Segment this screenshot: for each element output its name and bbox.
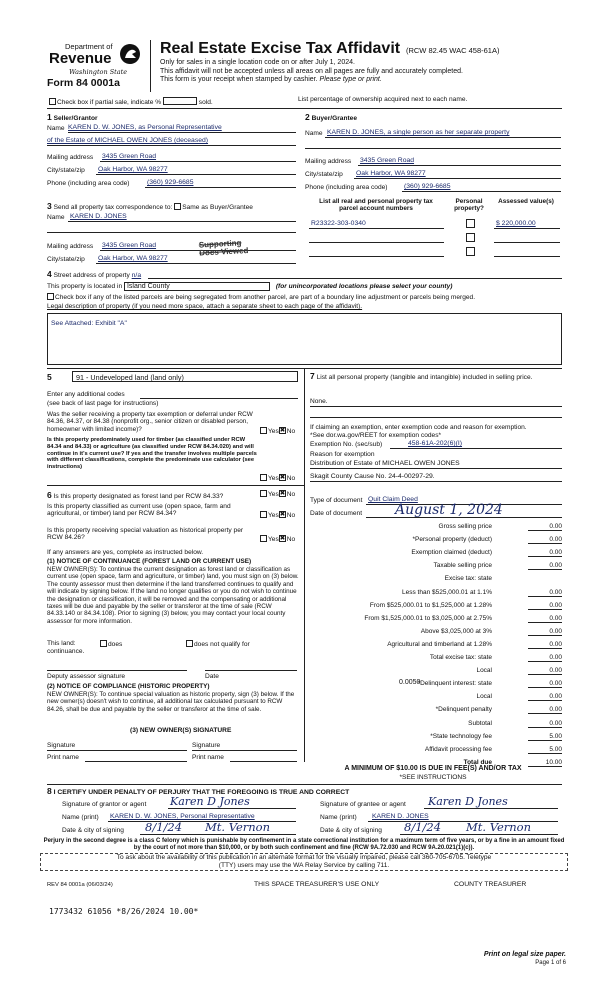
personal-property-value[interactable]: None. [310, 398, 328, 405]
tax-row-label: *Delinquent penalty [435, 706, 492, 714]
grantee-print-name[interactable]: KAREN D. JONES [372, 813, 429, 820]
exemption-no[interactable]: 458-61A-202(6)(I) [408, 440, 463, 447]
tax-row [310, 602, 562, 613]
notice-3: This form is your receipt when stamped by cashier. [160, 76, 318, 84]
legal-paper-note: Print on legal size paper. [483, 951, 566, 958]
print-label-1: Print name [47, 754, 79, 761]
q2-yes-no: Yes✖ No [260, 474, 295, 482]
forest-question: 6 Is this property designated as forest land per RCW 84.33? [47, 490, 224, 500]
ownership-note: List percentage of ownership acquired next to each name. [298, 96, 468, 103]
notice-1: Only for sales in a single location code on or after July 1, 2024. [160, 59, 355, 66]
assessed-value[interactable]: $ 220,000.00 [496, 220, 536, 227]
q2-yes-checkbox[interactable] [260, 474, 267, 481]
seller-section-title: 1 Seller/Grantor [47, 112, 98, 122]
corr-city-label: City/state/zip [47, 256, 85, 263]
agency-state: Washington State [69, 68, 128, 76]
exemption-link[interactable]: *See dor.wa.gov/REET for exemption codes* [310, 432, 442, 439]
tax-row [310, 562, 562, 573]
tax-row-label: From $1,525,000.01 to $3,025,000 at 2.75% [364, 614, 492, 622]
tax-row [310, 536, 562, 547]
notice-continuance-title: (1) NOTICE OF CONTINUANCE (FOREST LAND OR CURRENT USE) [47, 558, 252, 565]
tax-row-label: Local [476, 667, 492, 675]
tax-row-label: Local [476, 693, 492, 701]
owner-signature-1[interactable] [47, 750, 187, 751]
seller-phone[interactable]: (360) 929-6685 [147, 179, 194, 186]
grantor-print-name[interactable]: KAREN D. W. JONES, Personal Representative [110, 813, 255, 820]
owner-print-1[interactable] [85, 761, 187, 762]
cashier-receipt-stamp: 1773432 61056 *8/26/2024 10.00* [49, 907, 199, 916]
partial-sale-checkbox[interactable] [49, 98, 56, 105]
tax-row [310, 733, 562, 744]
tax-row-value[interactable]: 0.00 [528, 602, 562, 610]
grantee-date-label: Date & city of signing [320, 827, 382, 834]
s5-num: 5 [47, 372, 52, 382]
tax-row-value[interactable]: 10.00 [528, 759, 562, 767]
partial-sale-percent-input[interactable] [163, 97, 197, 105]
partial-sale-sold: sold. [198, 99, 213, 106]
sig-label-2: Signature [192, 742, 221, 749]
tax-row-value[interactable]: 0.00 [528, 523, 562, 531]
form-title-ref: (RCW 82.45 WAC 458-61A) [405, 46, 500, 55]
tax-row-label: Less than $525,000.01 at 1.1% [402, 588, 492, 596]
new-owner-sig-title: (3) NEW OWNER(S) SIGNATURE [130, 727, 232, 734]
header-divider [150, 40, 151, 92]
street-address-row: 4 Street address of property n/a [47, 269, 142, 279]
treasurer-only: THIS SPACE TREASURER'S USE ONLY [254, 881, 380, 888]
partial-sale-label: Check box if partial sale, indicate % [57, 99, 162, 106]
segregated-checkbox[interactable] [47, 293, 54, 300]
historic-question: Is this property receiving special valuation as historical property per RCW 84.26? [47, 527, 244, 542]
tax-row-value[interactable]: 0.00 [528, 536, 562, 544]
seller-mailing[interactable]: 3435 Green Road [102, 153, 157, 160]
reason-1[interactable]: Distribution of Estate of MICHAEL OWEN JONES [310, 460, 460, 467]
exemption-question: Was the seller receiving a property tax exemption or deferral under RCW 84.36, 84.37, or 84.38 (nonprofit org., senior citizen or disabled person, homeowner with limited income)? [47, 411, 253, 433]
column-divider [304, 368, 305, 762]
correspondence-title: 3 Send all property tax correspondence to: Same as Buyer/Grantee [47, 201, 253, 211]
tax-row-label: Above $3,025,000 at 3% [420, 627, 492, 635]
doc-date-label: Date of document [310, 510, 363, 517]
timber-question: Is this property predominately used for timber (as classified under RCW 84.34 and 84.33) or agriculture (as classified under RCW 84.34.020) and will continue in it's current use? If yes and the transfer involves multiple parcels with different classifications, complete the predominate use calculator (see instructions) [47, 437, 257, 471]
forest-no-checkbox[interactable] [279, 490, 286, 497]
tax-row [310, 680, 562, 691]
seller-phone-label: Phone (including area code) [47, 180, 130, 187]
tax-row-value[interactable]: 0.00 [528, 667, 562, 675]
legal-description-field[interactable] [47, 313, 562, 365]
county-treasurer: COUNTY TREASURER [454, 881, 527, 888]
q2-no-checkbox[interactable] [279, 474, 286, 481]
seller-name-line1[interactable]: KAREN D. W. JONES, as Personal Representative [68, 124, 222, 131]
accessibility-line-2: (TTY) users may use the WA Relay Service by calling 711. [218, 862, 390, 869]
grantee-city[interactable]: Mt. Vernon [466, 820, 531, 834]
deputy-date-label: Date [205, 673, 219, 680]
tax-row-value[interactable]: 5.00 [528, 746, 562, 754]
owner-print-2[interactable] [230, 761, 297, 762]
tax-row-label: Agricultural and timberland at 1.28% [387, 640, 492, 648]
segregated-row: Check box if any of the listed parcels are being segregated from another parcel, are part of a boundary line adjustment or parcels being merged. [47, 293, 475, 301]
grantor-signature[interactable]: Karen D Jones [170, 795, 250, 808]
seller-city-label: City/state/zip [47, 167, 85, 174]
grantee-name-label: Name (print) [320, 814, 357, 821]
corr-mailing[interactable]: 3435 Green Road [102, 242, 157, 249]
q1-yes-no: Yes✖ No [260, 427, 295, 435]
county-row: This property is located in Island County (for unincorporated locations please select your county) [47, 283, 453, 290]
agency-dept: Department of [65, 42, 113, 51]
grantor-sig-label: Signature of grantor or agent [62, 801, 147, 808]
buyer-mailing[interactable]: 3435 Green Road [360, 157, 415, 164]
tax-row [310, 654, 562, 665]
personal-property-title: 7 List all personal property (tangible and intangible) included in selling price. [310, 371, 533, 381]
tax-row [310, 693, 562, 704]
grantee-sig-label: Signature of grantee or agent [320, 801, 406, 808]
minimum-due: A MINIMUM OF $10.00 IS DUE IN FEE(S) AND/OR TAX [344, 765, 522, 772]
tax-row-label: *State technology fee [430, 732, 492, 740]
see-back-note: (see back of last page for instructions) [47, 400, 159, 407]
see-instructions: *SEE INSTRUCTIONS [399, 774, 467, 781]
accessibility-line-1: To ask about the availability of this publication in an alternate format for the visually impaired, please call 360-705-6705. Teletype [116, 854, 492, 861]
seller-city[interactable]: Oak Harbor, WA 98277 [98, 166, 168, 173]
tax-row-value[interactable]: 0.00 [528, 628, 562, 636]
exemption-intro: If claiming an exemption, enter exemption code and reason for exemption. [310, 424, 527, 431]
notice-continuance-body: NEW OWNER(S): To continue the current designation as forest land or classification as current use (open space, farm and agriculture, or timber) land, you must sign on (3) below. The county assessor must then determine if the land transferred continues to qualify and will indicate by signing below. If the land no longer qualifies or you do not wish to continue the designation or classification, it will be removed and the compensating or additional taxes will be due and payable by the seller or transferor at the time of sale (RCW 84.33.140 or 84.34.108). Prior to signing (3) below, you may contact your local county assessor for more information. [47, 566, 299, 625]
exemption-no-label: Exemption No. (sec/sub) [310, 441, 383, 448]
header-rule [47, 108, 562, 109]
tax-row [310, 641, 562, 652]
forest-yes-checkbox[interactable] [260, 490, 267, 497]
grantee-signature[interactable]: Karen D Jones [428, 795, 508, 808]
tax-row-value[interactable]: 0.00 [528, 654, 562, 662]
local-rate: 0.0050 [399, 679, 421, 686]
tax-row [310, 720, 562, 731]
continuance-row: This land: [47, 640, 76, 647]
doc-date[interactable]: August 1, 2024 [395, 502, 503, 518]
personal-checkbox-2[interactable] [466, 233, 475, 242]
buyer-city-label: City/state/zip [305, 171, 343, 178]
buyer-phone[interactable]: (360) 929-6685 [404, 183, 451, 190]
legal-description: See Attached: Exhibit "A" [51, 320, 127, 327]
deputy-date-line[interactable] [205, 670, 297, 671]
current-use-yes-checkbox[interactable] [260, 511, 267, 518]
partial-sale-row [49, 97, 213, 106]
grantor-name-label: Name (print) [62, 814, 99, 821]
buyer-phone-label: Phone (including area code) [305, 184, 388, 191]
sig-label-1: Signature [47, 742, 76, 749]
answers-note: If any answers are yes, complete as instructed below. [47, 549, 204, 556]
continuance-label: continuance. [47, 648, 85, 655]
tax-row [310, 746, 562, 757]
seller-name-label: Name [47, 125, 65, 132]
accessibility-box [40, 853, 568, 871]
tax-row [310, 667, 562, 678]
does-not-qualify-checkbox[interactable] [186, 640, 193, 647]
legal-label: Legal description of property (if you need more space, attach a separate sheet to each page of the affidavit). [47, 303, 363, 310]
deputy-signature-line[interactable] [47, 670, 187, 671]
buyer-section-title: 2 Buyer/Grantee [305, 112, 358, 122]
reason-2[interactable]: Skagit County Cause No. 24-4-00297-29. [310, 473, 435, 480]
land-use-select[interactable]: 91 - Undeveloped land (land only) [72, 371, 298, 382]
form-number: Form 84 0001a [47, 77, 120, 89]
doc-type-label: Type of document [310, 497, 363, 504]
perjury-notice: Perjury in the second degree is a class C felony which is punishable by confinement in a state correctional institution for a maximum term of five years, or by a fine in an amount fixed by the court of not more than $10,000, or by both such confinement and fine (RCW 9A.72.030 and RCW 9A.20.021(1)(c)). [43, 838, 565, 851]
notice-2: This affidavit will not be accepted unless all areas on all pages are fully and accurately completed. [160, 67, 463, 75]
buyer-name-label: Name [305, 130, 323, 137]
tax-row-value[interactable]: 0.00 [528, 706, 562, 714]
revenue-logo-icon [119, 43, 141, 65]
form-title-row [160, 40, 499, 58]
corr-city[interactable]: Oak Harbor, WA 98277 [98, 255, 168, 262]
historic-no-checkbox[interactable] [279, 535, 286, 542]
supporting-docs-stamp: Supporting Docs Viewed [198, 238, 249, 258]
notice-3b: Please type or print. [319, 76, 382, 84]
tax-row-value[interactable]: 0.00 [528, 680, 562, 688]
deputy-label: Deputy assessor signature [47, 673, 126, 680]
agency-name: Revenue [49, 50, 112, 67]
tax-row-value[interactable]: 0.00 [528, 562, 562, 570]
tax-row [310, 549, 562, 560]
form-title: Real Estate Excise Tax Affidavit [160, 40, 401, 57]
tax-row-value[interactable]: 0.00 [528, 615, 562, 623]
buyer-mailing-label: Mailing address [305, 158, 352, 165]
certify-statement: 8 I CERTIFY UNDER PENALTY OF PERJURY THAT THE FOREGOING IS TRUE AND CORRECT [47, 786, 350, 796]
tax-row-value[interactable]: 0.00 [528, 693, 562, 701]
tax-row-value[interactable]: 0.00 [528, 589, 562, 597]
historic-yes-checkbox[interactable] [260, 535, 267, 542]
tax-row [310, 575, 562, 586]
current-use-question: Is this property classified as current use (open space, farm and agricultural, or timber) land per RCW 84.34? [47, 503, 231, 518]
tax-row-value[interactable]: 0.00 [528, 641, 562, 649]
notice-compliance-body: NEW OWNER(S): To continue special valuation as historic property, sign (3) below. If the new owner(s) doesn't wish to continue, all additional tax calculated pursuant to RCW 84.26, shall be due and payable by the seller or transferor at the time of sale. [47, 691, 295, 713]
personal-col-header: Personal property? [454, 198, 484, 213]
notice-compliance-title: (2) NOTICE OF COMPLIANCE (HISTORIC PROPERTY) [47, 683, 210, 690]
assessed-col-header: Assessed value(s) [498, 198, 554, 205]
parcel-number[interactable]: R23322-303-0340 [311, 220, 366, 227]
grantor-date[interactable]: 8/1/24 [145, 820, 183, 834]
tax-row-label: Excise tax: state [444, 575, 492, 583]
personal-checkbox-3[interactable] [466, 247, 475, 256]
tax-row-label: Subtotal [468, 719, 492, 727]
seller-name-line2[interactable]: of the Estate of MICHAEL OWEN JONES (deceased) [47, 137, 209, 144]
tax-row [310, 615, 562, 626]
buyer-city[interactable]: Oak Harbor, WA 98277 [356, 170, 426, 177]
buyer-name[interactable]: KAREN D. JONES, a single person as her separate property [327, 129, 510, 136]
tax-row-label: Taxable selling price [433, 562, 492, 570]
county-select[interactable]: Island County [124, 282, 270, 291]
tax-row [310, 628, 562, 639]
tax-row-label: Total due [463, 758, 492, 766]
form-notices [160, 59, 560, 85]
q1-no-checkbox[interactable] [279, 427, 286, 434]
tax-row-label: Total excise tax: state [429, 654, 492, 661]
owner-signature-2[interactable] [192, 750, 297, 751]
tax-row-label: *Personal property (deduct) [412, 536, 492, 544]
reason-label: Reason for exemption [310, 451, 375, 458]
current-use-no-checkbox[interactable] [279, 511, 286, 518]
tax-row-label: Gross selling price [438, 523, 492, 530]
grantor-date-label: Date & city of signing [62, 827, 124, 834]
tax-row [310, 523, 562, 534]
print-label-2: Print name [192, 754, 224, 761]
tax-row-value[interactable]: 0.00 [528, 720, 562, 728]
tax-row-label: From $525,000.01 to $1,525,000 at 1.28% [369, 601, 492, 609]
page-number: Page 1 of 6 [535, 960, 566, 966]
tax-row-value[interactable]: 5.00 [528, 733, 562, 741]
additional-codes-label: Enter any additional codes [47, 391, 125, 398]
tax-row-label: Affidavit processing fee [424, 745, 492, 753]
seller-mailing-label: Mailing address [47, 154, 94, 161]
grantor-city[interactable]: Mt. Vernon [205, 820, 270, 834]
does-qualify-checkbox[interactable] [100, 640, 107, 647]
form-revision: REV 84 0001a (06/03/24) [47, 882, 113, 888]
corr-name-label: Name [47, 214, 65, 221]
personal-checkbox-1[interactable] [466, 219, 475, 228]
corr-mailing-label: Mailing address [47, 243, 94, 250]
tax-row-value[interactable]: 0.00 [528, 549, 562, 557]
street-address[interactable]: n/a [131, 272, 142, 279]
q1-yes-checkbox[interactable] [260, 427, 267, 434]
doc-type[interactable]: Quit Claim Deed [368, 496, 418, 503]
grantee-date[interactable]: 8/1/24 [404, 820, 442, 834]
tax-row-label: Exemption claimed (deduct) [411, 549, 492, 557]
tax-row [310, 589, 562, 600]
same-as-buyer-checkbox[interactable] [174, 203, 181, 210]
corr-name[interactable]: KAREN D. JONES [70, 213, 127, 220]
tax-row [310, 706, 562, 717]
parcel-col-header: List all real and personal property tax parcel account numbers [319, 198, 433, 213]
tax-row-label: *Delinquent interest: state [417, 680, 492, 688]
